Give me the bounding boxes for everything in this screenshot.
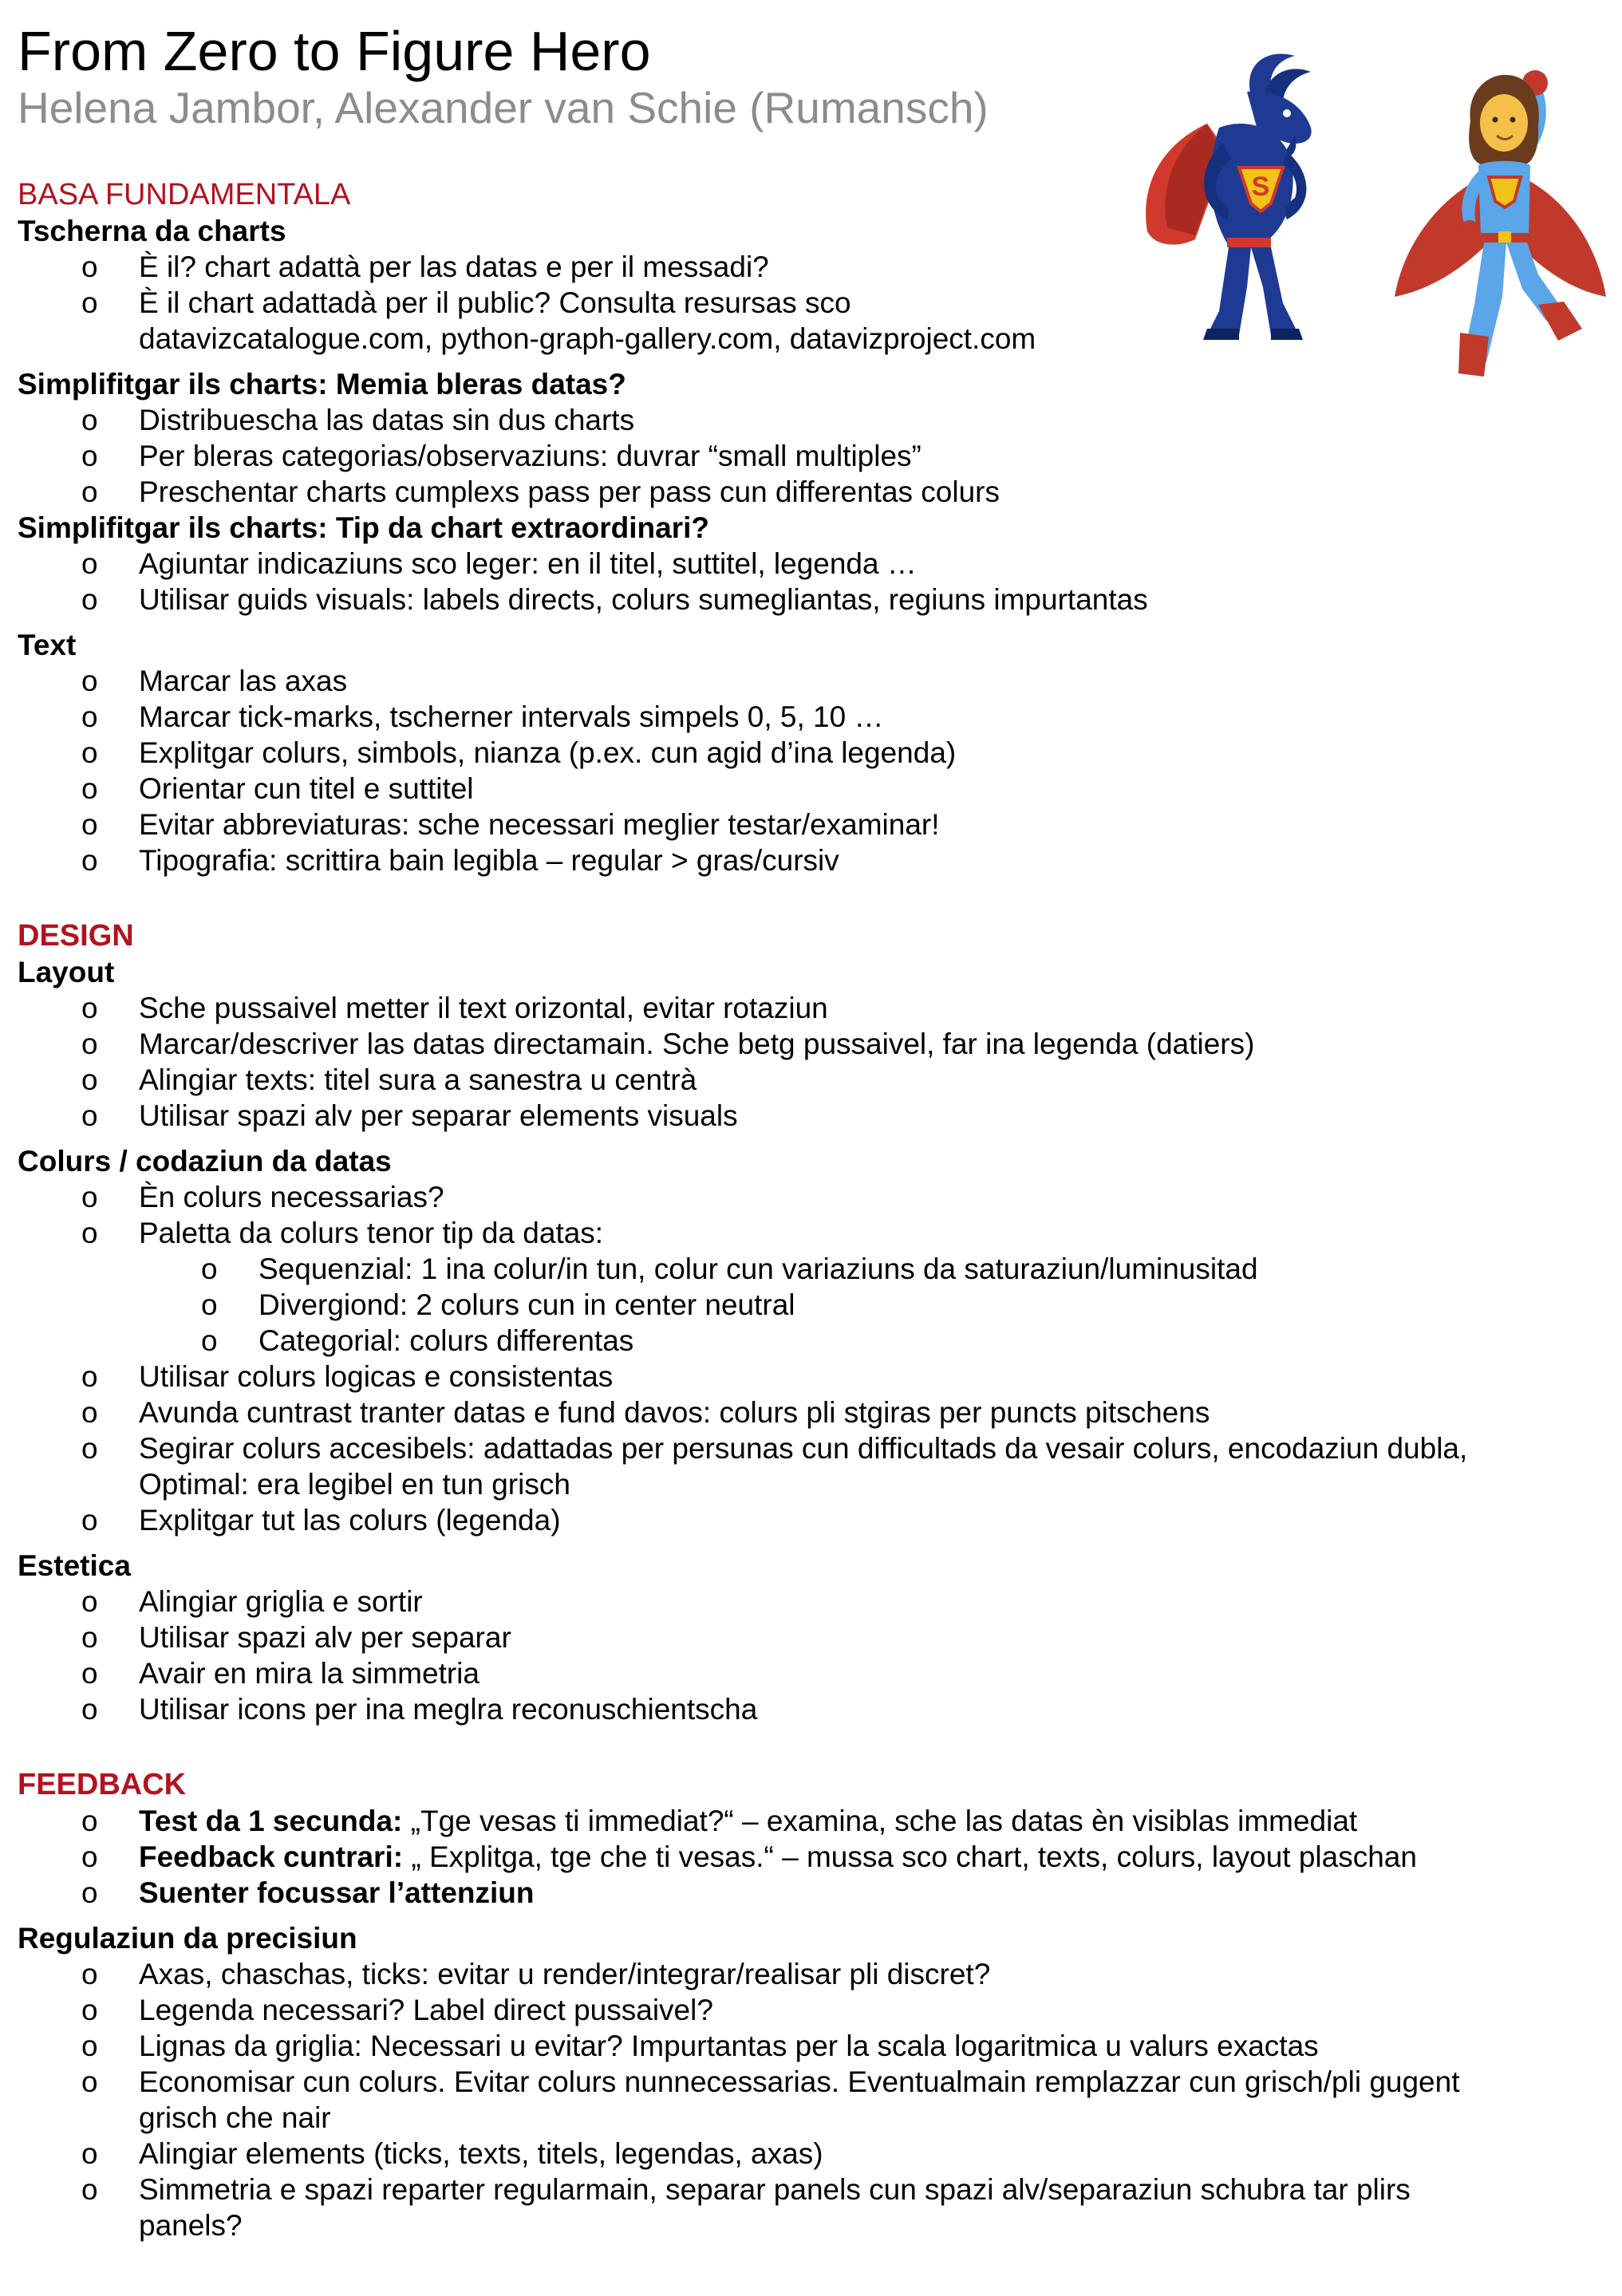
- bullet: o: [81, 1181, 98, 1213]
- bullet: o: [81, 475, 98, 508]
- list-item-text: È il? chart adattà per las datas e per il messadi?: [139, 251, 769, 283]
- heading-aesthetics: Estetica: [18, 1549, 131, 1582]
- bullet: o: [81, 440, 98, 472]
- bullet: o: [81, 1432, 98, 1465]
- list-item: [18, 1956, 1605, 1992]
- list-item: [18, 2136, 1605, 2172]
- list-item: [18, 1502, 1605, 1538]
- list-item-bold-text: Suenter focussar l’attenziun: [139, 1876, 535, 1909]
- list-item: [18, 1875, 1605, 1911]
- sub-list-item: [18, 1323, 1605, 1359]
- bullet: o: [81, 1876, 98, 1909]
- list-layout: [18, 990, 1605, 1134]
- bullet: o: [81, 1693, 98, 1726]
- list-item-text: Sequenzial: 1 ina colur/in tun, colur cun variaziuns da saturaziun/luminusitad: [258, 1253, 1258, 1285]
- bullet: o: [81, 1840, 98, 1873]
- heading-fine-tuning: Regulaziun da precisiun: [18, 1922, 357, 1955]
- heading-chart-choice: Tscherna da charts: [18, 215, 286, 247]
- bullet: o: [81, 1621, 98, 1654]
- bullet: o: [81, 1099, 98, 1132]
- list-item-continuation: [18, 1466, 1605, 1502]
- bullet: o: [81, 1360, 98, 1393]
- section-basics-label: BASA FUNDAMENTALA: [18, 178, 351, 211]
- list-item: [18, 546, 1605, 582]
- list-item-text: Optimal: era legibel en tun grisch: [139, 1468, 570, 1501]
- list-item: [18, 1584, 1605, 1619]
- bullet: o: [81, 404, 98, 436]
- list-item-text: È il chart adattadà per il public? Consulta resursas sco: [139, 286, 851, 319]
- list-item: [18, 842, 1605, 878]
- heading-simplify-data: Simplifitgar ils charts: Memia bleras datas?: [18, 368, 626, 400]
- list-item: [18, 1619, 1605, 1655]
- list-item: [18, 1655, 1605, 1691]
- bullet: o: [81, 1958, 98, 1990]
- list-item-bold-text: Test da 1 secunda:: [139, 1805, 403, 1837]
- list-item-bold-text: Feedback cuntrari:: [139, 1840, 404, 1873]
- list-aesthetics: [18, 1584, 1605, 1727]
- list-item: [18, 735, 1605, 771]
- list-simplify-type: [18, 546, 1605, 617]
- list-item-text: Evitar abbreviaturas: sche necessari meglier testar/examinar!: [139, 808, 940, 841]
- list-item-text: Utilisar spazi alv per separar elements visuals: [139, 1099, 738, 1132]
- list-item: [18, 1992, 1605, 2028]
- bullet: o: [81, 1396, 98, 1429]
- superhero-goat-icon: [1131, 48, 1371, 343]
- bullet: o: [81, 665, 98, 697]
- list-item-text: Utilisar guids visuals: labels directs, colurs sumegliantas, regiuns impurtantas: [139, 583, 1148, 616]
- list-item-text: Utilisar spazi alv per separar: [139, 1621, 511, 1654]
- list-item-text: „ Explitga, tge che ti vesas.“ – mussa sco chart, texts, colurs, layout plaschan: [403, 1840, 1417, 1873]
- section-design-label: DESIGN: [18, 919, 134, 953]
- list-item-text: Explitgar tut las colurs (legenda): [139, 1504, 561, 1537]
- list-item-text: Tipografia: scrittira bain legibla – regular > gras/cursiv: [139, 844, 839, 877]
- list-item-text: „Tge vesas ti immediat?“ – examina, sche las datas èn visiblas immediat: [402, 1805, 1358, 1837]
- list-item: [18, 699, 1605, 735]
- list-item-text: Avunda cuntrast tranter datas e fund davos: colurs pli stgiras per puncts pitschens: [139, 1396, 1210, 1429]
- list-item: [18, 2172, 1605, 2207]
- list-item: [18, 474, 1605, 510]
- sub-list-item: [18, 1287, 1605, 1323]
- list-item-text: Axas, chaschas, ticks: evitar u render/integrar/realisar pli discret?: [139, 1958, 991, 1990]
- list-fine-tuning: [18, 1956, 1605, 2243]
- bullet: o: [81, 772, 98, 805]
- list-item-text: Sche pussaivel metter il text orizontal, evitar rotaziun: [139, 992, 828, 1024]
- sub-list-item: [18, 1251, 1605, 1287]
- list-item-text: Categorial: colurs differentas: [258, 1324, 634, 1357]
- section-feedback-label: FEEDBACK: [18, 1768, 187, 1801]
- bullet: o: [81, 1028, 98, 1060]
- list-item: [18, 771, 1605, 807]
- list-item: [18, 1062, 1605, 1098]
- list-item: [18, 1430, 1605, 1466]
- superhero-woman-icon: [1387, 65, 1610, 385]
- list-item: [18, 402, 1605, 438]
- list-item-text: Distribuescha las datas sin dus charts: [139, 404, 635, 436]
- list-text: [18, 663, 1605, 878]
- bullet: o: [81, 1504, 98, 1537]
- list-item: [18, 582, 1605, 617]
- bullet: o: [81, 583, 98, 616]
- bullet: o: [81, 2030, 98, 2062]
- list-item-text: Marcar tick-marks, tscherner intervals simpels 0, 5, 10 …: [139, 700, 884, 733]
- list-item: [18, 438, 1605, 474]
- list-item-text: Economisar cun colurs. Evitar colurs nunnecessarias. Eventualmain remplazzar cun grisch/pli gugent: [139, 2065, 1460, 2098]
- list-item-text: Explitgar colurs, simbols, nianza (p.ex. cun agid d’ina legenda): [139, 736, 957, 769]
- list-item: [18, 807, 1605, 842]
- svg-text:S: S: [1251, 172, 1270, 202]
- bullet: o: [81, 1657, 98, 1690]
- list-item-text: Simmetria e spazi reparter regularmain, separar panels cun spazi alv/separaziun schubra tar plirs: [139, 2173, 1411, 2206]
- list-feedback: [18, 1803, 1605, 1911]
- list-item-text: Alingiar texts: titel sura a sanestra u centrà: [139, 1063, 697, 1096]
- heading-layout: Layout: [18, 956, 115, 988]
- bullet: o: [81, 1585, 98, 1618]
- list-item: [18, 2064, 1605, 2100]
- list-item-text: grisch che nair: [139, 2101, 331, 2134]
- list-item-text: Agiuntar indicaziuns sco leger: en il titel, suttitel, legenda …: [139, 547, 917, 580]
- page-subtitle: Helena Jambor, Alexander van Schie (Rumansch): [18, 83, 989, 132]
- bullet: o: [81, 844, 98, 877]
- list-item-continuation: [18, 2207, 1605, 2243]
- list-item: [18, 1691, 1605, 1727]
- bullet: o: [81, 1217, 98, 1249]
- bullet: o: [81, 1994, 98, 2026]
- list-item-text: Segirar colurs accesibels: adattadas per persunas cun difficultads da vesair colurs, encodaziun dubla,: [139, 1432, 1468, 1465]
- bullet: o: [81, 808, 98, 841]
- heading-colors: Colurs / codaziun da datas: [18, 1145, 392, 1178]
- list-item: [18, 1839, 1605, 1875]
- list-item-text: Per bleras categorias/observaziuns: duvrar “small multiples”: [139, 440, 922, 472]
- bullet: o: [81, 547, 98, 580]
- list-item-text: Marcar/descriver las datas directamain. Sche betg pussaivel, far ina legenda (datiers): [139, 1028, 1255, 1060]
- list-item: [18, 1179, 1605, 1215]
- list-item: [18, 1395, 1605, 1430]
- list-item: [18, 1359, 1605, 1395]
- bullet: o: [81, 700, 98, 733]
- list-item-text: Paletta da colurs tenor tip da datas:: [139, 1217, 604, 1249]
- list-item-text: Divergiond: 2 colurs cun in center neutral: [258, 1288, 795, 1321]
- bullet: o: [81, 1063, 98, 1096]
- list-item-text: Preschentar charts cumplexs pass per pass cun differentas colurs: [139, 475, 1000, 508]
- list-item-text: Utilisar colurs logicas e consistentas: [139, 1360, 614, 1393]
- heading-text: Text: [18, 629, 77, 661]
- list-simplify-data: [18, 402, 1605, 510]
- list-item-text: Alingiar elements (ticks, texts, titels, legendas, axas): [139, 2137, 823, 2170]
- bullet: o: [81, 1805, 98, 1837]
- bullet: o: [81, 2137, 98, 2170]
- list-colors: [18, 1179, 1605, 1538]
- list-item: [18, 1215, 1605, 1251]
- list-item-text: datavizcatalogue.com, python-graph-gallery.com, datavizproject.com: [139, 322, 1036, 355]
- heading-simplify-type: Simplifitgar ils charts: Tip da chart extraordinari?: [18, 511, 709, 544]
- bullet: o: [81, 2065, 98, 2098]
- list-item-text: Avair en mira la simmetria: [139, 1657, 479, 1690]
- list-item-text: Legenda necessari? Label direct pussaivel?: [139, 1994, 713, 2026]
- list-item-text: Orientar cun titel e suttitel: [139, 772, 474, 805]
- list-item-text: Alingiar griglia e sortir: [139, 1585, 423, 1618]
- bullet: o: [81, 992, 98, 1024]
- list-item-text: Lignas da griglia: Necessari u evitar? Impurtantas per la scala logaritmica u valurs exactas: [139, 2030, 1319, 2062]
- bullet: o: [201, 1288, 218, 1321]
- list-item: [18, 1803, 1605, 1839]
- list-item-text: Marcar las axas: [139, 665, 348, 697]
- list-item-text: Èn colurs necessarias?: [139, 1181, 444, 1213]
- list-item: [18, 1026, 1605, 1062]
- list-item-text: panels?: [139, 2209, 243, 2242]
- bullet: o: [81, 286, 98, 319]
- list-item: [18, 1098, 1605, 1134]
- list-item: [18, 663, 1605, 699]
- list-item: [18, 2028, 1605, 2064]
- list-item-continuation: [18, 2100, 1605, 2136]
- bullet: o: [81, 251, 98, 283]
- bullet: o: [201, 1253, 218, 1285]
- bullet: o: [81, 2173, 98, 2206]
- list-item-text: Utilisar icons per ina meglra reconuschientscha: [139, 1693, 758, 1726]
- page-title: From Zero to Figure Hero: [18, 20, 651, 82]
- bullet: o: [201, 1324, 218, 1357]
- list-item: [18, 990, 1605, 1026]
- bullet: o: [81, 736, 98, 769]
